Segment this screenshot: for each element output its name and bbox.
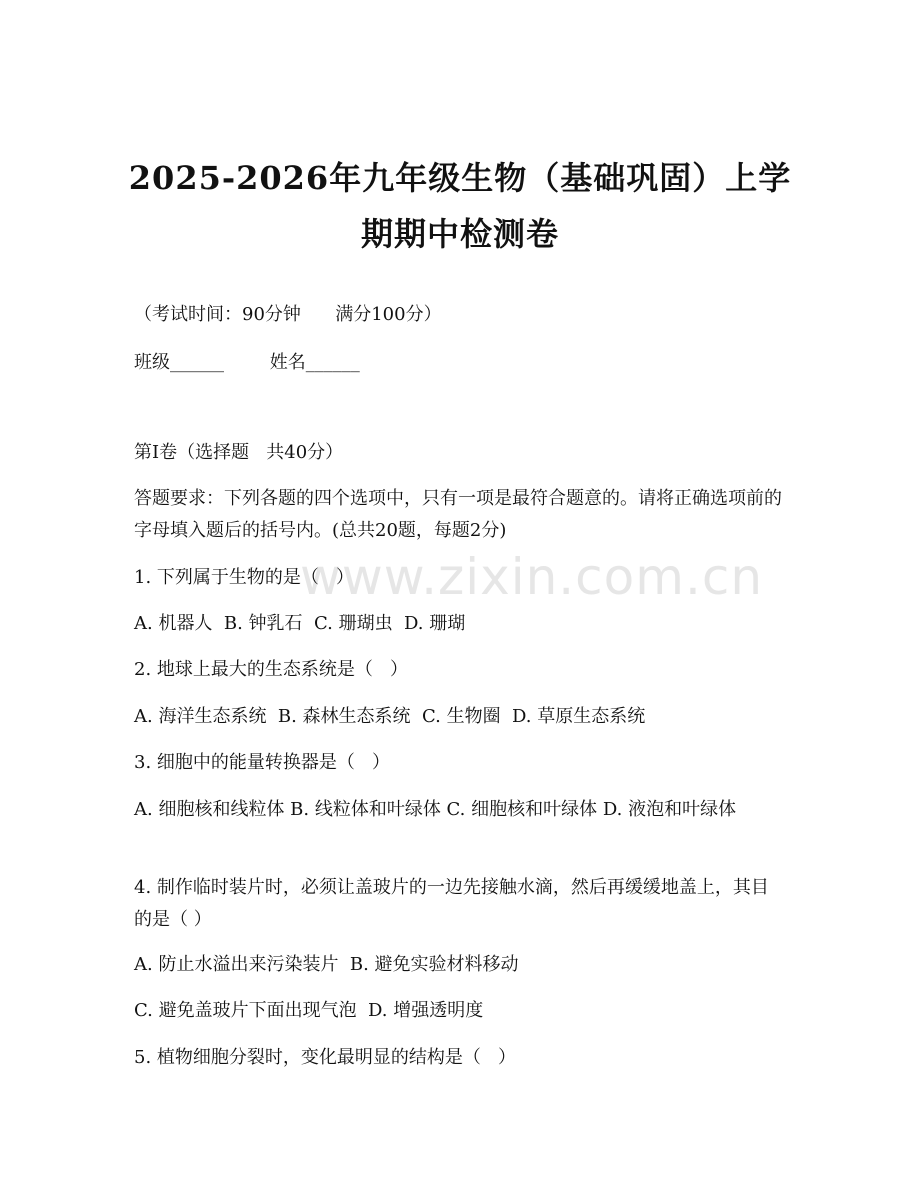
section-heading: 第I卷（选择题 共40分） (134, 442, 344, 463)
page-title (110, 150, 810, 262)
title-line-2: 期期中检测卷 (360, 215, 559, 253)
section-instructions: 答题要求：下列各题的四个选项中，只有一项是最符合题意的。请将正确选项前的字母填入题后的括号内。(总共20题，每题2分) (134, 488, 782, 541)
question-5-stem: 5. 植物细胞分裂时，变化最明显的结构是（ ） (134, 1047, 517, 1068)
exam-time: （考试时间：90分钟 满分100分） (134, 304, 442, 325)
question-4-options-cd: C. 避免盖玻片下面出现气泡 D. 增强透明度 (134, 1000, 484, 1021)
class-name-line: 班级______ 姓名______ (134, 352, 360, 373)
question-2-stem: 2. 地球上最大的生态系统是（ ） (134, 659, 409, 680)
question-4-stem: 4. 制作临时装片时，必须让盖玻片的一边先接触水滴，然后再缓缓地盖上，其目的是（ ） (134, 877, 769, 930)
question-1-options: A. 机器人 B. 钟乳石 C. 珊瑚虫 D. 珊瑚 (134, 613, 466, 634)
question-1-stem: 1. 下列属于生物的是（ ） (134, 567, 355, 588)
question-2-options: A. 海洋生态系统 B. 森林生态系统 C. 生物圈 D. 草原生态系统 (134, 706, 646, 727)
watermark: www.zixin.com.cn (300, 548, 764, 606)
title-line-1: 2025-2026年九年级生物（基础巩固）上学 (128, 159, 792, 197)
question-3-options: A. 细胞核和线粒体 B. 线粒体和叶绿体 C. 细胞核和叶绿体 D. 液泡和叶绿体 (134, 799, 737, 820)
question-3-stem: 3. 细胞中的能量转换器是（ ） (134, 752, 391, 773)
question-4-options-ab: A. 防止水溢出来污染装片 B. 避免实验材料移动 (134, 954, 519, 975)
